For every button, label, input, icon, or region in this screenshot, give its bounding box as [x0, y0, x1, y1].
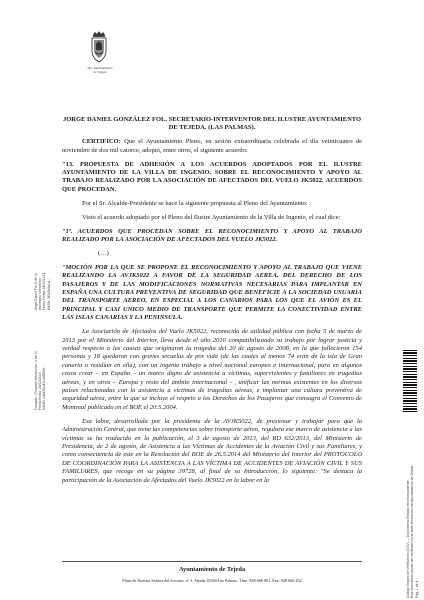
verification-line3: Pág. 1 de 4 [414, 580, 419, 598]
certifico-text: Que el Ayuntamiento Pleno, en sesión extraordinaria celebrada el día veinticuatro de noviembre de dos mil catorce, adoptó, entre otros, el siguiente acuerdo: [62, 138, 362, 154]
signature-2-line3: Fecha Firma: 24/11/2014 [42, 272, 47, 311]
motion-title: "MOCIÓN POR LA QUE SE PROPONE EL RECONOCIMIENTO Y APOYO AL TRABAJO QUE VIENE REALIZANDO LA AVJK5022 A FAVOR DE LA SEGURIDAD AEREA, DEL DERECHO DE LOS PASAJEROS Y DE LAS MODIFICACIONES NORMATIVAS NECESARIAS PARA IMPLANTAR EN ESPAÑA UNA CULTURA PREVENTIVA DE SEGURIDAD QUE BENEFICIE A LA SOCIEDAD USUARIA DEL TRANSPORTE AEREO, EN ESPECIAL A LOS CANARIOS PARA LOS QUE EL AVIÓN ES EL PRINCIPAL Y CASI UNICO MEDIO DE TRANSPORTE QUE PERMITE LA CONECTIVIDAD ENTRE LAS ISLAS CANARIAS Y LA PENINSULA. [62, 263, 362, 322]
signature-block-1 [34, 351, 47, 410]
proposal-intro: Por el Sr. Alcalde-Presidente se hace la siguiente propuesta al Pleno del Ayuntamiento: [82, 199, 308, 207]
signature-1-line2: Fecha Firma: 24/11/2014 [38, 372, 43, 410]
quoted-agreement-title: "1º. ACUERDOS QUE PROCEDAN SOBRE EL RECONOCIMIENTO Y APOYO AL TRABAJO REALIZADO POR LA ASOCIACIÓN DE AFECTADOS DEL VUELO JK5022. [62, 227, 362, 243]
motion-paragraph-2: Esa labor, desarrollada por la presidenta de la AVJK5022, de presionar y trabajar para que la Administración Central, que tiene las competencias sobre transporte aéreo, regulara ese marco de asistencia a las víctimas se ha traducido en la publicación, el 3 de agosto de 2013, del RD 632/2013, del Ministerio de Presidencia, de 2 de agosto, de Asistencia a las Víctimas de Accidentes de la Aviación Civil y sus Familiares, y como consecuencia de este en la Resolución del BOE de 26.5.2014 del Ministerio del Interior del PROTOCOLO DE COORDINACIÓN PARA LA ASISTENCIA A LAS VÍCTIMA DE ACCIDENTES DE AVIACIÓN CIVIL Y SUS FAMILIARES, que recoge en su página 39728, al final de su Introducción, lo siguiente: "Se destaca la participación de la Asociación de Afectados del Vuelo JK5022 en la labor en la [62, 417, 362, 484]
signature-2-line4: HASH: 3f0c2b9a1d... [46, 278, 51, 311]
agenda-item-title: "13. PROPUESTA DE ADHESIÓN A LOS ACUERDOS ADOPTADOS POR EL ILUSTRE AYUNTAMIENTO DE LA VILLA DE INGENIO, SOBRE EL RECONOCIMIENTO Y APOYO AL TRABAJO REALIZADO POR LA ASOCIACIÓN DE AFECTADOS DEL VUELO JK5022. ACUERDOS QUE PROCEDAN. [62, 160, 362, 193]
signature-1-line1: Firmado: ( Firmado electrónico (1 de 2) [34, 351, 38, 410]
motion-paragraph-1: La Asociación de Afectados del Vuelo JK5022, reconocida de utilidad pública con fecha 5 de marzo de 2013 por el Ministerio del Interior, lleva desde el año 2010 compatibilizando su trabajo por lograr justicia y verdad respecto a las causas que originaron la tragedia del 20 de agosto de 2008, en la que fallecieron 154 personas y 18 quedaron con graves secuelas de por vida (de las cuales al menos 74 eran de la isla de Gran canaria o residían en ella), con un ingente trabajo a nivel nacional europeo e internacional, para en algunos casos crear – en España – un marco digno de asistencia a víctimas, supervivientes y familiares en tragedias aéreas, y en otros – Europa y resto del ámbito internacional - , unificar las normas existentes en los diversos países relacionadas con la asistencia a víctimas de tragedias aéreas, e implantar una cultura preventiva de seguridad aérea, entre la que se incluye el respeto a los Derechos de los Pasajeros que consagra el Convenio de Montreal publicado en el BOE el 20.5.2004. [62, 328, 362, 411]
signature-margin-left [34, 110, 56, 410]
footer-title: Ayuntamiento de Tejeda [178, 566, 246, 573]
omission-mark: (…) [98, 249, 109, 257]
crest-caption-line2: de Tejeda [93, 70, 107, 75]
certifico-paragraph [62, 138, 362, 155]
signature-2-line2: Secretario Interventor [38, 277, 43, 311]
crest-caption-line1: Ilte. Ayuntamiento [87, 66, 113, 70]
signature-block-2 [34, 273, 51, 311]
certifico-label: CERTIFICO: [82, 138, 121, 146]
municipal-crest-icon [89, 30, 109, 64]
agreement-reference: Visto el acuerdo adoptado por el Pleno del Ilustre Ayuntamiento de la Villa de Ingenio, el cual dice: [82, 213, 341, 221]
verification-line2: Este documento puede ser verificado en la sede electrónica del Ayuntamiento de Tejeda [410, 465, 415, 598]
verification-margin-right [406, 368, 420, 598]
signature-1-line3: HASH: 0a6e91b47c2d85f3e... [42, 364, 47, 410]
document-heading: JORGE DANIEL GONZÁLEZ FOL, SECRETARIO-INTERVENTOR DEL ILUSTRE AYUNTAMIENTO DE TEJEDA. (LAS PALMAS). [62, 116, 362, 132]
document-body [62, 116, 362, 490]
verification-line1: Código Seguro de Verificación (CSV) — Documento firmado electrónicamente [406, 480, 410, 598]
crest-caption [70, 66, 130, 74]
signature-2-line1: Jorge Daniel Fol (2 de 2) [34, 272, 38, 311]
footer-address: Plaza de Nuestra Señora del Socorro, nº 3, Tejeda 35360 Las Palmas. Tfno. 928 666 001. Fax: 928 666 252 [122, 578, 302, 583]
footer-divider [62, 561, 362, 562]
